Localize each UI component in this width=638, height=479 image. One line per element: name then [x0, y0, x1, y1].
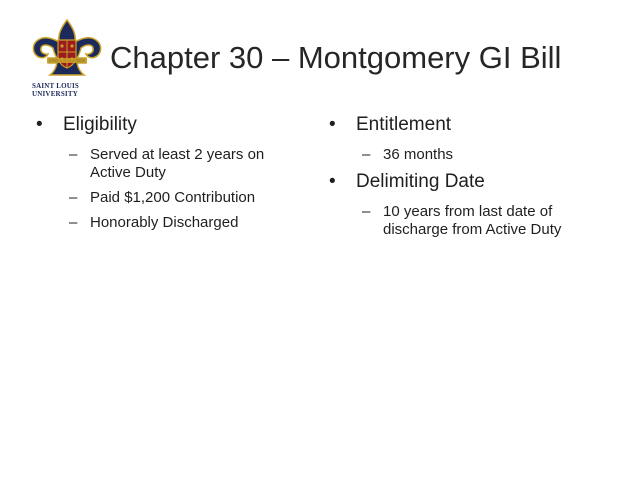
- logo-wordmark-line1: SAINT LOUIS: [32, 82, 80, 90]
- bullet-entitlement: [329, 114, 604, 136]
- bullet-heading: Entitlement: [356, 114, 452, 135]
- sub-item: [329, 203, 604, 239]
- bullet-icon: •: [36, 114, 43, 135]
- dash-icon: –: [362, 203, 371, 220]
- university-logo: [28, 18, 106, 110]
- sub-item: [36, 214, 291, 232]
- sub-item: [329, 146, 604, 164]
- slide-title: Chapter 30 – Montgomery GI Bill: [110, 40, 562, 75]
- bullet-heading: Delimiting Date: [356, 171, 485, 192]
- dash-icon: –: [69, 146, 78, 163]
- sub-item-text: Honorably Discharged: [90, 214, 239, 231]
- sub-item: [36, 146, 291, 182]
- sub-item-text: Paid $1,200 Contribution: [90, 189, 256, 206]
- sub-item-text: Served at least 2 years on Active Duty: [90, 146, 265, 181]
- dash-icon: –: [69, 189, 78, 206]
- dash-icon: –: [69, 214, 78, 231]
- sub-item: [36, 189, 291, 207]
- fleur-de-lis-crest-icon: [28, 18, 106, 80]
- bullet-eligibility: [36, 114, 291, 136]
- bullet-delimiting-date: [329, 171, 604, 193]
- sub-item-text: 36 months: [383, 146, 454, 163]
- left-column: [36, 114, 291, 239]
- bullet-icon: •: [329, 171, 336, 192]
- bullet-heading: Eligibility: [63, 114, 137, 135]
- logo-wordmark-line2: UNIVERSITY: [32, 90, 78, 98]
- sub-item-text: 10 years from last date of discharge from Active Duty: [383, 203, 562, 238]
- bullet-icon: •: [329, 114, 336, 135]
- right-column: [329, 114, 604, 246]
- logo-wordmark: [32, 82, 104, 98]
- dash-icon: –: [362, 146, 371, 163]
